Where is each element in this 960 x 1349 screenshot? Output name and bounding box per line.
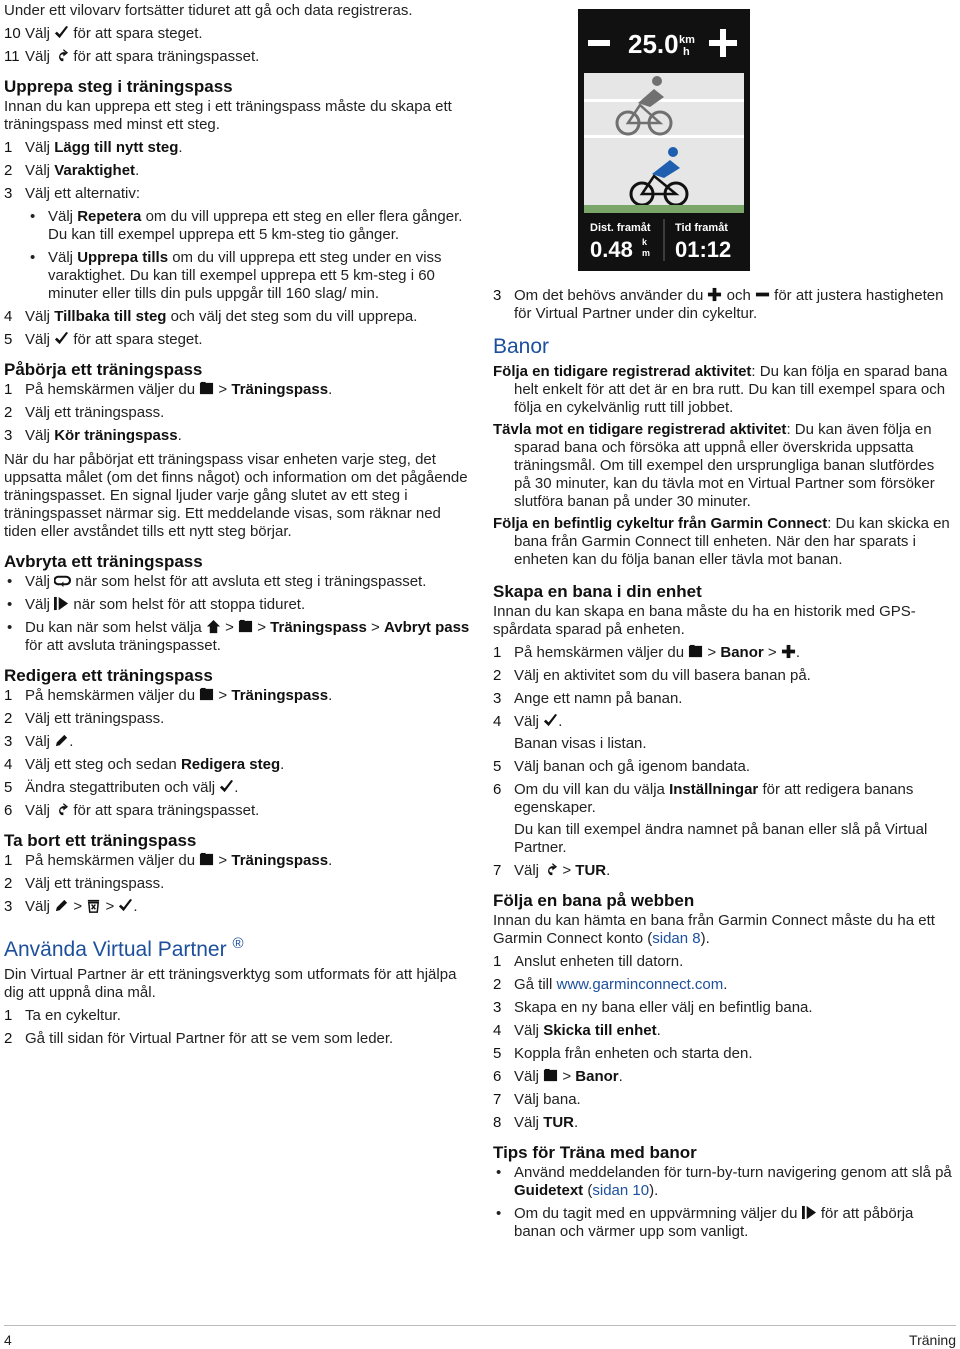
option-label: Varaktighet [54, 162, 136, 179]
registered-mark: ® [232, 935, 244, 952]
folder-icon [238, 619, 253, 634]
check-icon [219, 779, 234, 794]
repeat-step-1: 1 Välj Lägg till nytt steg. [4, 139, 183, 156]
heading-start-workout: Påbörja ett träningspass [4, 360, 203, 379]
check-icon [54, 331, 69, 346]
tips-bullet-1: • Använd meddelanden för turn-by-turn navigering genom att slå på Guidetext (sidan 10). [496, 1164, 952, 1199]
check-icon [54, 25, 69, 40]
web-step-8: 8 Välj TUR. [493, 1114, 579, 1131]
intro-text: Under ett vilovarv fortsätter tiduret att gå och data registreras. [4, 2, 413, 19]
repeat-bullet-2: • Välj Upprepa tills om du vill upprepa ett steg under en viss varaktighet. Du kan till exempel upprepa ett 5 km-steg i 60 minuter eller tills din puls uppgår till 160 slag/ min. [30, 249, 442, 302]
plus-icon [707, 287, 722, 302]
footer-section-title: Träning [909, 1332, 956, 1348]
start-stop-icon [802, 1205, 817, 1220]
repeat-step-3: 3 Välj ett alternativ: [4, 185, 141, 202]
edit-step-3: 3 Välj . [4, 733, 74, 750]
cancel-bullet-3: • Du kan när som helst välja > > Träningspass > Avbryt pass för att avsluta träningspasset. [7, 619, 470, 654]
garmin-connect-link[interactable]: www.garminconnect.com [556, 976, 724, 993]
create-step-4-note: Banan visas i listan. [514, 735, 647, 752]
heading-follow-web-course: Följa en bana på webben [493, 891, 695, 910]
time-ahead-value: 01:12 [675, 237, 732, 262]
folder-icon [199, 381, 214, 396]
folder-icon [199, 852, 214, 867]
edit-step-6: 6 Välj för att spara träningspasset. [4, 802, 260, 819]
folder-icon [199, 687, 214, 702]
plus-icon [781, 644, 796, 659]
heading-delete-workout: Ta bort ett träningspass [4, 831, 197, 850]
create-step-1: 1 På hemskärmen väljer du > Banor > . [493, 644, 800, 661]
web-step-7: 7 Välj bana. [493, 1091, 581, 1108]
option-label: Lägg till nytt steg [54, 139, 179, 156]
back-icon [54, 802, 69, 817]
edit-step-5: 5 Ändra stegattributen och välj . [4, 779, 239, 796]
vp-step-3: 3 Om det behövs använder du och för att justera hastigheten för Virtual Partner under din cykeltur. [493, 287, 944, 322]
step-10 [4, 25, 474, 43]
heading-repeat-steps: Upprepa steg i träningspass [4, 77, 233, 96]
speed-unit-h: h [683, 46, 690, 58]
back-icon [54, 48, 69, 63]
heading-virtual-partner: Använda Virtual Partner ® [4, 935, 244, 961]
folder-icon [688, 644, 703, 659]
start-step-2: 2 Välj ett träningspass. [4, 404, 165, 421]
start-step-1: 1 På hemskärmen väljer du > Träningspass. [4, 381, 333, 398]
repeat-step-2: 2 Välj Varaktighet. [4, 162, 140, 179]
heading-cancel-workout: Avbryta ett träningspass [4, 552, 203, 571]
footer-divider [4, 1325, 956, 1326]
create-step-2: 2 Välj en aktivitet som du vill basera banan på. [493, 667, 811, 684]
pencil-icon [54, 733, 69, 748]
repeat-step-5: 5 Välj för att spara steget. [4, 331, 203, 348]
left-column [4, 0, 474, 1048]
step-text: Välj [25, 25, 51, 42]
step-number: 10 [4, 25, 21, 42]
repeat-step-4: 4 Välj Tillbaka till steg och välj det steg som du vill upprepa. [4, 308, 418, 325]
step-text: Välj [25, 48, 51, 65]
distance-unit-m: m [642, 248, 651, 258]
heading-course-tips: Tips för Träna med banor [493, 1143, 697, 1162]
trash-icon [86, 898, 101, 913]
vp-step-2: 2 Gå till sidan för Virtual Partner för att se vem som leder. [4, 1030, 394, 1047]
create-step-4: 4 Välj . [493, 713, 563, 730]
repeat-bullet-1: • Välj Repetera om du vill upprepa ett steg en eller flera gånger. Du kan till exempel upprepa ett 5 km-steg tio gånger. [30, 208, 463, 243]
web-intro: Innan du kan hämta en bana från Garmin Connect måste du ha ett Garmin Connect konto (sidan 8). [493, 912, 935, 947]
speed-value: 25.0 [628, 29, 679, 59]
create-step-6: 6 Om du vill kan du välja Inställningar för att redigera banans egenskaper. [493, 781, 914, 816]
create-step-6-note: Du kan till exempel ändra namnet på banan eller slå på Virtual Partner. [514, 821, 928, 856]
web-step-4: 4 Välj Skicka till enhet. [493, 1022, 661, 1039]
check-icon [543, 713, 558, 728]
edit-step-1: 1 På hemskärmen väljer du > Träningspass. [4, 687, 333, 704]
speed-unit-km: km [679, 34, 695, 46]
folder-icon [543, 1068, 558, 1083]
edit-step-4: 4 Välj ett steg och sedan Redigera steg. [4, 756, 285, 773]
repeat-intro: Innan du kan upprepa ett steg i ett träningspass måste du skapa ett träningspass med minst ett steg. [4, 98, 452, 133]
web-step-2: 2 Gå till www.garminconnect.com. [493, 976, 728, 993]
vp-step-1: 1 Ta en cykeltur. [4, 1007, 121, 1024]
step-text: för att spara träningspasset. [73, 48, 260, 65]
virtual-partner-screen-image [578, 9, 750, 271]
page-10-link[interactable]: sidan 10 [592, 1182, 650, 1199]
course-definition-2: Tävla mot en tidigare registrerad aktivitet: Du kan även följa en sparad bana och försöka att uppnå eller överskrida uppsatta träningsmål. Om till exempel den ursprungliga banan slutfördes på 30 minuter, kan du tävla mot en Virtual Partner som försöker slutföra banan på under 30 minuter. [493, 421, 935, 510]
lap-icon [54, 573, 71, 588]
course-definition-3: Följa en befintlig cykeltur från Garmin Connect: Du kan skicka en bana från Garmin Connect till enheten. När den har sparats i enheten kan du följa banan eller tävla mot banan. [493, 515, 950, 568]
step-number: 11 [4, 48, 20, 65]
start-paragraph: När du har påbörjat ett träningspass visar enheten varje steg, det uppsatta målet (om det finns något) och information om det pågående träningspasset. En signal ljuder varje gång slutet av ett steg i träningspasset närmar sig. Ett meddelande visas, som räknar ned tiden eller avståndet tills ett nytt steg börjar. [4, 451, 468, 540]
web-step-6: 6 Välj > Banor. [493, 1068, 623, 1085]
pencil-icon [54, 898, 69, 913]
back-icon [543, 862, 558, 877]
web-step-1: 1 Anslut enheten till datorn. [493, 953, 684, 970]
step-11 [4, 48, 474, 66]
distance-ahead-value: 0.48 [590, 237, 633, 262]
heading-create-course: Skapa en bana i din enhet [493, 582, 702, 601]
delete-step-2: 2 Välj ett träningspass. [4, 875, 165, 892]
right-column [493, 282, 953, 1241]
cancel-bullet-2: • Välj när som helst för att stoppa tiduret. [7, 596, 306, 613]
check-icon [118, 898, 133, 913]
home-icon [206, 619, 221, 634]
delete-step-3: 3 Välj > > . [4, 898, 138, 915]
web-step-3: 3 Skapa en ny bana eller välj en befintlig bana. [493, 999, 813, 1016]
cancel-bullet-1: • Välj när som helst för att avsluta ett steg i träningspasset. [7, 573, 427, 590]
create-course-intro: Innan du kan skapa en bana måste du ha en historik med GPS-spårdata sparad på enheten. [493, 603, 916, 638]
course-definition-1: Följa en tidigare registrerad aktivitet: Du kan följa en sparad bana helt enkelt för att det är en bra rutt. Du kan till exempel spara och följa en cykelvänlig rutt till jobbet. [493, 363, 948, 416]
page-8-link[interactable]: sidan 8 [652, 930, 701, 947]
delete-step-1: 1 På hemskärmen väljer du > Träningspass. [4, 852, 333, 869]
distance-ahead-label: Dist. framåt [590, 222, 651, 234]
minus-icon [588, 40, 610, 46]
heading-edit-workout: Redigera ett träningspass [4, 666, 213, 685]
ground-strip [584, 205, 744, 213]
heading-courses: Banor [493, 335, 550, 358]
virtual-partner-intro: Din Virtual Partner är ett träningsverktyg som utformats för att hjälpa dig att uppnå dina mål. [4, 966, 457, 1001]
start-stop-icon [54, 596, 69, 611]
start-step-3: 3 Välj Kör träningspass. [4, 427, 182, 444]
create-step-3: 3 Ange ett namn på banan. [493, 690, 683, 707]
tips-bullet-2: • Om du tagit med en uppvärmning väljer du för att påbörja banan och värmer upp som vanligt. [496, 1205, 914, 1240]
web-step-5: 5 Koppla från enheten och starta den. [493, 1045, 753, 1062]
distance-unit-k: k [642, 237, 648, 247]
edit-step-2: 2 Välj ett träningspass. [4, 710, 165, 727]
create-step-5: 5 Välj banan och gå igenom bandata. [493, 758, 751, 775]
minus-icon [755, 287, 770, 302]
page-number: 4 [4, 1332, 12, 1348]
create-step-7: 7 Välj > TUR. [493, 862, 611, 879]
step-text: för att spara steget. [73, 25, 203, 42]
time-ahead-label: Tid framåt [675, 222, 728, 234]
